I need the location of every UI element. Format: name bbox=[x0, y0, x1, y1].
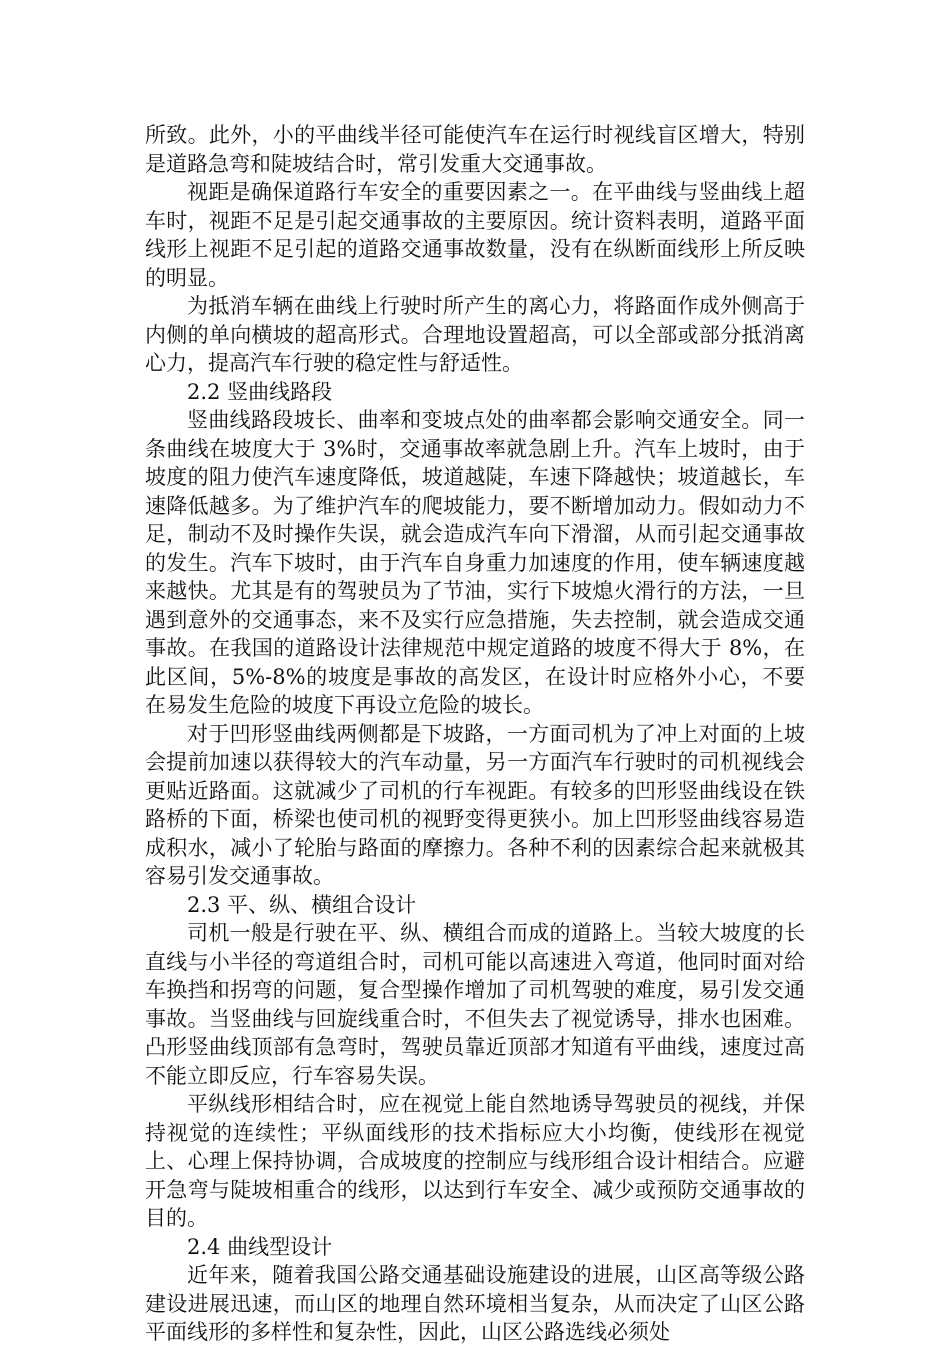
paragraph-combined-design-1: 司机一般是行驶在平、纵、横组合而成的道路上。当较大坡度的长直线与小半径的弯道组合时，司机可能以高速进入弯道，他同时面对给车换挡和拐弯的问题，复合型操作增加了司机驾驶的难度，易引发交通事故。当竖曲线与回旋线重合时，不但失去了视觉诱导，排水也困难。凸形竖曲线顶部有急弯时，驾驶员靠近顶部才知道有平曲线，速度过高不能立即反应，行车容易失误。 bbox=[145, 921, 805, 1088]
section-heading-2-2: 2.2 竖曲线路段 bbox=[187, 379, 333, 404]
section-heading-2-3: 2.3 平、纵、横组合设计 bbox=[187, 892, 417, 917]
section-heading-2-4: 2.4 曲线型设计 bbox=[187, 1234, 333, 1259]
document-page bbox=[145, 121, 805, 1347]
paragraph-sight-distance: 视距是确保道路行车安全的重要因素之一。在平曲线与竖曲线上超车时，视距不足是引起交通事故的主要原因。统计资料表明，道路平面线形上视距不足引起的道路交通事故数量，没有在纵断面线形上所反映的明显。 bbox=[145, 180, 805, 290]
paragraph-superelevation: 为抵消车辆在曲线上行驶时所产生的离心力，将路面作成外侧高于内侧的单向横坡的超高形式。合理地设置超高，可以全部或部分抵消离心力，提高汽车行驶的稳定性与舒适性。 bbox=[145, 294, 805, 375]
paragraph-combined-design-2: 平纵线形相结合时，应在视觉上能自然地诱导驾驶员的视线，并保持视觉的连续性；平纵面线形的技术指标应大小均衡，使线形在视觉上、心理上保持协调，合成坡度的控制应与线形组合设计相结合。应避开急弯与陡坡相重合的线形，以达到行车安全、减少或预防交通事故的目的。 bbox=[145, 1092, 805, 1230]
paragraph-curve-design-1: 近年来，随着我国公路交通基础设施建设的进展，山区高等级公路建设进展迅速，而山区的地理自然环境相当复杂，从而决定了山区公路平面线形的多样性和复杂性，因此，山区公路选线必须处 bbox=[145, 1263, 805, 1344]
paragraph-vertical-curve-2: 对于凹形竖曲线两侧都是下坡路，一方面司机为了冲上对面的上坡会提前加速以获得较大的汽车动量，另一方面汽车行驶时的司机视线会更贴近路面。这就减少了司机的行车视距。有较多的凹形竖曲线设在铁路桥的下面，桥梁也使司机的视野变得更狭小。加上凹形竖曲线容易造成积水，减小了轮胎与路面的摩擦力。各种不利的因素综合起来就极其容易引发交通事故。 bbox=[145, 721, 805, 888]
paragraph-continuation: 所致。此外，小的平曲线半径可能使汽车在运行时视线盲区增大，特别是道路急弯和陡坡结合时，常引发重大交通事故。 bbox=[145, 123, 805, 176]
paragraph-vertical-curve-1: 竖曲线路段坡长、曲率和变坡点处的曲率都会影响交通安全。同一条曲线在坡度大于 3%时，交通事故率就急剧上升。汽车上坡时，由于坡度的阻力使汽车速度降低，坡道越陡，车速下降越快；坡道越长，车速降低越多。为了维护汽车的爬坡能力，要不断增加动力。假如动力不足，制动不及时操作失误，就会造成汽车向下滑溜，从而引起交通事故的发生。汽车下坡时，由于汽车自身重力加速度的作用，使车辆速度越来越快。尤其是有的驾驶员为了节油，实行下坡熄火滑行的方法，一旦遇到意外的交通事态，来不及实行应急措施，失去控制，就会造成交通事故。在我国的道路设计法律规范中规定道路的坡度不得大于 8%，在此区间，5%-8%的坡度是事故的高发区，在设计时应格外小心，不要在易发生危险的坡度下再设立危险的坡长。 bbox=[145, 408, 805, 717]
